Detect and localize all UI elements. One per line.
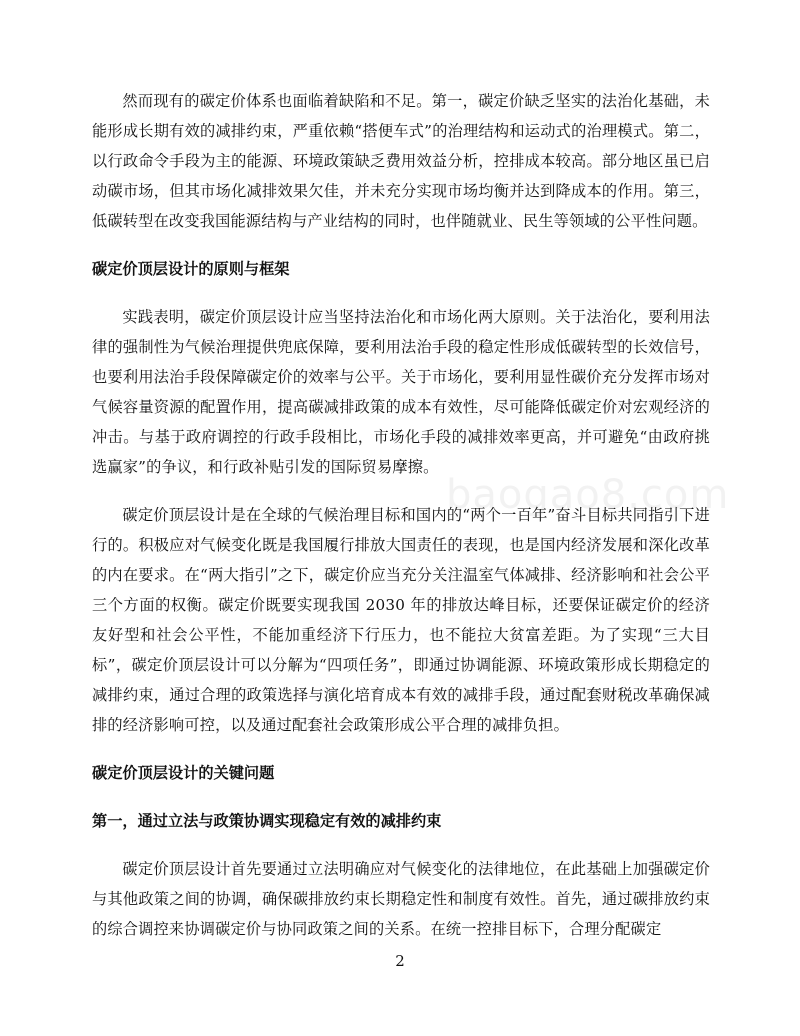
paragraph-deficiencies: 然而现有的碳定价体系也面临着缺陷和不足。第一，碳定价缺乏坚实的法治化基础，未能形成长期有效的减排约束，严重依赖“搭便车式”的治理结构和运动式的治理模式。第二，以行政命令手段为主的能源、环境政策缺乏费用效益分析，控排成本较高。部分地区虽已启动碳市场，但其市场化减排效果欠佳，并未充分实现市场均衡并达到降成本的作用。第三，低碳转型在改变我国能源结构与产业结构的同时，也伴随就业、民生等领域的公平性问题。 bbox=[92, 92, 710, 230]
paragraph-legislation: 碳定价顶层设计首先要通过立法明确应对气候变化的法律地位，在此基础上加强碳定价与其他政策之间的协调，确保碳排放约束长期稳定性和制度有效性。首先，通过碳排放约束的综合调控来协调碳定价与协同政策之间的关系。在统一控排目标下，合理分配碳定 bbox=[92, 860, 710, 938]
document-body bbox=[92, 86, 710, 962]
section-heading-key-issues: 碳定价顶层设计的关键问题 bbox=[92, 764, 275, 782]
paragraph-targets: 碳定价顶层设计是在全球的气候治理目标和国内的“两个一百年”奋斗目标共同指引下进行的。积极应对气候变化既是我国履行排放大国责任的表现，也是国内经济发展和深化改革的内在要求。在“两大指引”之下，碳定价应当充分关注温室气体减排、经济影响和社会公平三个方面的权衡。碳定价既要实现我国 2030 年的排放达峰目标，还要保证碳定价的经济友好型和社会公平性，不能加重经济下行压力，也不能拉大贫富差距。为了实现“三大目标”，碳定价顶层设计可以分解为“四项任务”，即通过协调能源、环境政策形成长期稳定的减排约束，通过合理的政策选择与演化培育成本有效的减排手段，通过配套财税改革确保减排的经济影响可控，以及通过配套社会政策形成公平合理的减排负担。 bbox=[92, 506, 710, 734]
subsection-heading-first: 第一，通过立法与政策协调实现稳定有效的减排约束 bbox=[92, 812, 442, 830]
page-number: 2 bbox=[395, 952, 405, 970]
paragraph-principles: 实践表明，碳定价顶层设计应当坚持法治化和市场化两大原则。关于法治化，要利用法律的强制性为气候治理提供兜底保障，要利用法治手段的稳定性形成低碳转型的长效信号，也要利用法治手段保障碳定价的效率与公平。关于市场化，要利用显性碳价充分发挥市场对气候容量资源的配置作用，提高碳减排政策的成本有效性，尽可能降低碳定价对宏观经济的冲击。与基于政府调控的行政手段相比，市场化手段的减排效率更高，并可避免“由政府挑选赢家”的争议，和行政补贴引发的国际贸易摩擦。 bbox=[92, 308, 710, 476]
section-heading-principles: 碳定价顶层设计的原则与框架 bbox=[92, 260, 290, 278]
watermark: baogao8.com bbox=[446, 472, 730, 518]
